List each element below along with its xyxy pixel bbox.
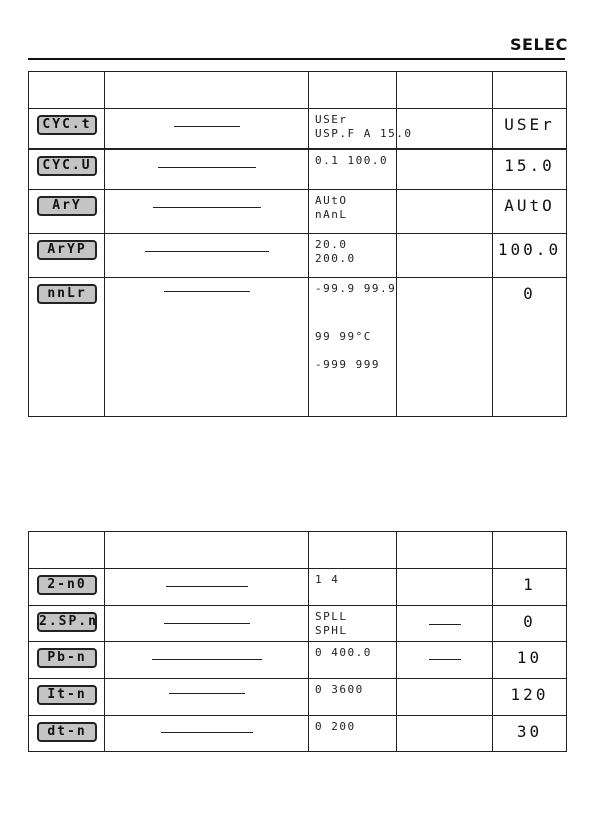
description-line	[153, 207, 261, 208]
parameter-table-2	[28, 531, 567, 752]
table-row	[29, 606, 567, 642]
description-line	[164, 291, 250, 292]
table-row	[29, 716, 567, 752]
range-cell	[309, 190, 396, 222]
description-line	[145, 251, 269, 252]
range-value: -99.9 99.9	[315, 282, 397, 295]
description-line	[174, 126, 240, 127]
table-row	[29, 278, 567, 417]
range-value: 200.0	[315, 252, 356, 265]
range-value: USEr	[315, 113, 348, 126]
range-value: USP.F A 15.0	[315, 127, 413, 140]
default-value: AUtO	[504, 196, 555, 215]
range-value: SPHL	[315, 624, 348, 637]
header-cell	[309, 72, 397, 109]
empty-cell	[397, 679, 493, 716]
range-value: 1 4	[315, 573, 340, 586]
table-row	[29, 149, 567, 190]
default-value: USEr	[504, 115, 555, 134]
table-row	[29, 679, 567, 716]
table-row	[29, 109, 567, 149]
range-cell	[309, 679, 396, 697]
parameter-table-1	[28, 71, 567, 417]
table2-header-row	[29, 532, 567, 569]
default-value: 15.0	[504, 155, 555, 175]
parameter-code: 2-n0	[37, 575, 97, 595]
description-line	[169, 693, 245, 694]
default-value: 1	[523, 575, 536, 594]
default-value: 10	[516, 648, 543, 667]
description-line	[158, 167, 256, 168]
range-cell	[309, 278, 396, 372]
empty-cell	[397, 569, 493, 606]
range-cell	[309, 642, 396, 660]
table-row	[29, 569, 567, 606]
table-row	[29, 190, 567, 234]
parameter-code: CYC.t	[37, 115, 97, 135]
range-value: -999 999	[315, 358, 380, 371]
parameter-code: ArY	[37, 196, 97, 216]
empty-cell	[397, 234, 493, 278]
default-value: 0	[523, 612, 536, 631]
header-rule	[28, 58, 565, 60]
table1-header-row	[29, 72, 567, 109]
default-value: 120	[510, 685, 549, 704]
header-cell	[309, 532, 397, 569]
parameter-code: nnLr	[37, 284, 97, 304]
parameter-code: It-n	[37, 685, 97, 705]
parameter-code: Pb-n	[37, 648, 97, 668]
range-value: AUtO	[315, 194, 348, 207]
range-value: 99 99°C	[315, 330, 372, 343]
parameter-code: CYC.U	[37, 156, 97, 176]
dash-line	[429, 659, 461, 660]
default-value: 100.0	[497, 240, 562, 259]
parameter-code: dt-n	[37, 722, 97, 742]
default-value: 0	[523, 284, 536, 303]
header-cell	[29, 532, 105, 569]
header-cell	[493, 532, 567, 569]
range-value: 0.1 100.0	[315, 153, 389, 167]
brand-logo: SELEC	[510, 35, 568, 54]
default-value: 30	[516, 722, 543, 741]
description-line	[161, 732, 253, 733]
range-cell	[309, 150, 396, 168]
range-value: nAnL	[315, 208, 348, 221]
range-value: 0 400.0	[315, 646, 372, 659]
empty-cell	[397, 716, 493, 752]
header-cell	[397, 532, 493, 569]
dash-line	[429, 624, 461, 625]
range-value: 0 3600	[315, 683, 364, 696]
range-cell	[309, 234, 396, 266]
empty-cell	[397, 278, 493, 417]
empty-cell	[397, 149, 493, 190]
parameter-code: 2.SP.n	[37, 612, 97, 632]
range-cell	[309, 109, 413, 141]
table-row	[29, 642, 567, 679]
header-cell	[105, 72, 309, 109]
description-line	[152, 659, 262, 660]
header-cell	[493, 72, 567, 109]
range-cell	[309, 606, 396, 638]
range-value: SPLL	[315, 610, 348, 623]
range-value: 20.0	[315, 238, 348, 251]
empty-cell	[397, 190, 493, 234]
range-value: 0 200	[315, 720, 356, 733]
table-row	[29, 234, 567, 278]
parameter-code: ArYP	[37, 240, 97, 260]
header-cell	[105, 532, 309, 569]
header-cell	[397, 72, 493, 109]
description-line	[166, 586, 248, 587]
description-line	[164, 623, 250, 624]
range-cell	[309, 569, 396, 587]
header-cell	[29, 72, 105, 109]
range-cell	[309, 716, 396, 734]
